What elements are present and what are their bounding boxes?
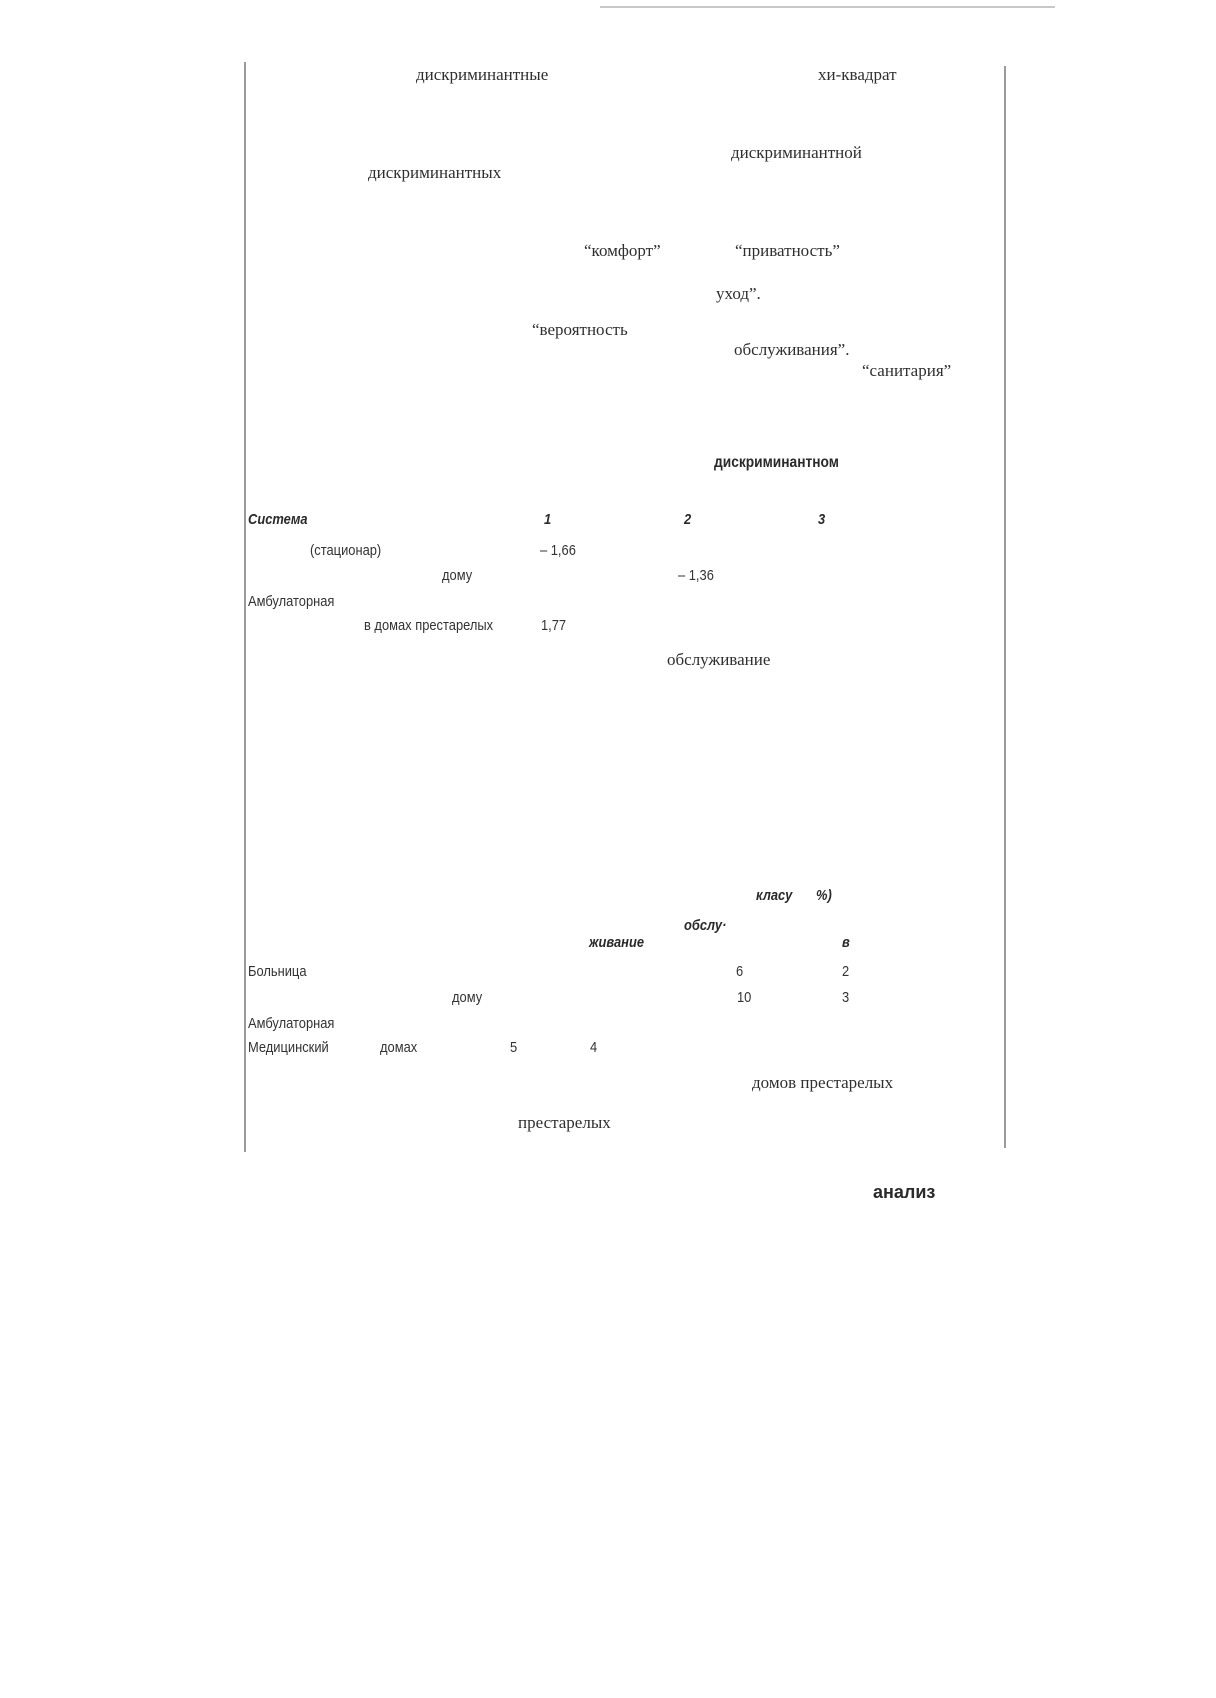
text-fragment: “комфорт” [584, 241, 661, 260]
running-footer-word: анализ [873, 1182, 936, 1202]
table1-row-label: Амбулаторная [248, 593, 335, 610]
table2-row-label: Медицинский [248, 1039, 329, 1056]
table2-cell: 2 [842, 963, 850, 980]
text-fragment: “санитария” [862, 361, 952, 380]
table2-header-fragment: в [842, 934, 850, 951]
table2-cell: 4 [590, 1039, 598, 1056]
table2-row-label: дому [452, 989, 483, 1006]
text-fragment: “вероятность [532, 320, 628, 339]
table2-row-label: домах [380, 1039, 418, 1056]
table2-header-fragment: обслу· [684, 917, 727, 934]
table1-cell: – 1,36 [678, 567, 714, 584]
text-fragment: уход”. [716, 284, 761, 303]
table2-header-fragment: живание [589, 934, 645, 951]
table1-header-system: Система [248, 511, 308, 528]
table1-cell: 1,77 [541, 617, 567, 634]
table2-header-fragment: класу [756, 887, 793, 904]
text-fragment: дискриминантных [368, 163, 502, 182]
text-fragment: домов престарелых [752, 1073, 894, 1092]
table1-header-2: 2 [684, 511, 692, 528]
right-margin-line [1004, 66, 1006, 1148]
table2-row-label: Больница [248, 963, 307, 980]
table2-cell: 3 [842, 989, 850, 1006]
table2-cell: 6 [736, 963, 744, 980]
table2-cell: 10 [737, 989, 752, 1006]
text-fragment: престарелых [518, 1113, 611, 1132]
table2-header-fragment: %) [816, 887, 832, 904]
table1-row-label: (стационар) [310, 542, 382, 559]
table1-header-1: 1 [544, 511, 552, 528]
text-fragment: дискриминантном [714, 454, 839, 471]
table2-cell: 5 [510, 1039, 518, 1056]
table1-row-label: в домах престарелых [364, 617, 494, 634]
table1-cell: – 1,66 [540, 542, 576, 559]
table1-row-label: дому [442, 567, 473, 584]
table2-row-label: Амбулаторная [248, 1015, 335, 1032]
text-fragment: дискриминантной [731, 143, 862, 162]
left-margin-line [244, 62, 246, 1152]
text-fragment: “приватность” [735, 241, 840, 260]
text-fragment: дискриминантные [416, 65, 549, 84]
text-fragment: обслуживание [667, 650, 771, 669]
top-rule [600, 6, 1055, 8]
table1-header-3: 3 [818, 511, 826, 528]
text-fragment: обслуживания”. [734, 340, 850, 359]
text-fragment: хи-квадрат [818, 65, 897, 84]
